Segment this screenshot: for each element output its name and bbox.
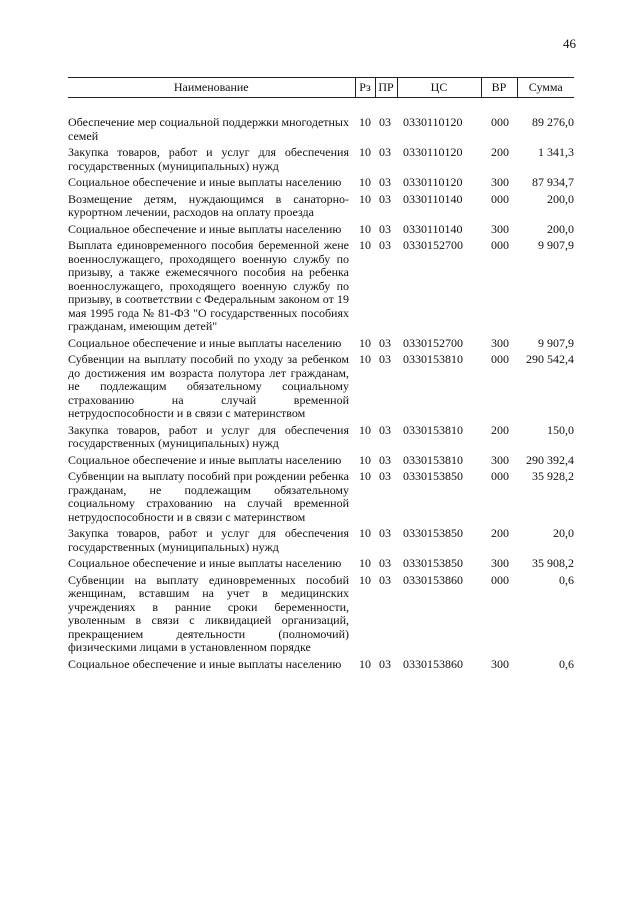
cell-pr: 03 [379, 221, 391, 236]
cell-cs: 0330153810 [403, 452, 463, 467]
cell-sum: 290 542,4 [526, 352, 574, 366]
column-header-name: Наименование [68, 78, 355, 98]
table-row [68, 554, 574, 571]
cell-name: Социальное обеспечение и иные выплаты населению [68, 175, 342, 189]
cell-cs: 0330153810 [403, 422, 463, 437]
cell-pr: 03 [379, 422, 391, 437]
cell-rz: 10 [359, 572, 371, 587]
cell-rz: 10 [359, 221, 371, 236]
cell-name: Субвенции на выплату пособий по уходу за ребенком до достижения им возраста полутора лет гражданам, не подлежащим обязательному социальному страхованию на случай временной нетрудоспособности и в связи с материнством [68, 352, 349, 420]
cell-sum: 150,0 [547, 422, 574, 437]
cell-cs: 0330110120 [403, 175, 463, 189]
cell-pr: 03 [379, 145, 391, 159]
cell-pr: 03 [379, 335, 391, 350]
cell-pr: 03 [379, 115, 391, 129]
cell-rz: 10 [359, 238, 371, 252]
cell-vr: 300 [491, 335, 509, 350]
cell-sum: 200,0 [547, 221, 574, 236]
cell-rz: 10 [359, 526, 371, 540]
column-header-vr: ВР [481, 78, 517, 98]
cell-pr: 03 [379, 656, 391, 671]
table-row [68, 524, 574, 554]
cell-cs: 0330152700 [403, 335, 463, 350]
cell-name: Социальное обеспечение и иные выплаты населению [68, 335, 342, 350]
cell-cs: 0330153850 [403, 526, 463, 540]
cell-pr: 03 [379, 572, 391, 587]
cell-rz: 10 [359, 556, 371, 570]
cell-cs: 0330152700 [403, 238, 463, 252]
cell-sum: 89 276,0 [532, 115, 574, 129]
table-row [68, 421, 574, 451]
cell-rz: 10 [359, 469, 371, 483]
table-row [68, 451, 574, 468]
cell-rz: 10 [359, 115, 371, 129]
cell-pr: 03 [379, 175, 391, 189]
cell-sum: 0,6 [559, 656, 574, 671]
cell-vr: 000 [491, 352, 509, 366]
cell-name: Социальное обеспечение и иные выплаты населению [68, 221, 342, 236]
cell-name: Закупка товаров, работ и услуг для обеспечения государственных (муниципальных) нужд [68, 526, 349, 554]
cell-cs: 0330153850 [403, 469, 463, 483]
cell-vr: 000 [491, 238, 509, 252]
table-header-row [68, 78, 574, 98]
cell-sum: 0,6 [559, 572, 574, 587]
cell-name: Социальное обеспечение и иные выплаты населению [68, 656, 342, 671]
table-row [68, 350, 574, 421]
cell-pr: 03 [379, 191, 391, 206]
table-row [68, 220, 574, 237]
cell-cs: 0330153850 [403, 556, 463, 570]
table-row [68, 190, 574, 220]
cell-name: Обеспечение мер социальной поддержки многодетных семей [68, 115, 349, 143]
cell-cs: 0330153860 [403, 572, 463, 587]
cell-vr: 000 [491, 191, 509, 206]
cell-pr: 03 [379, 452, 391, 467]
cell-vr: 200 [491, 422, 509, 437]
cell-sum: 1 341,3 [538, 145, 574, 159]
cell-vr: 300 [491, 656, 509, 671]
cell-cs: 0330110120 [403, 115, 463, 129]
cell-name: Выплата единовременного пособия беременной жене военнослужащего, проходящего военную службу по призыву, а также ежемесячного пособия на ребенка военнослужащего, проходящего военную службу по призыву, в соответствии с Федеральным законом от 19 мая 1995 года № 81-ФЗ "О государственных пособиях гражданам, имеющим детей" [68, 238, 349, 333]
cell-sum: 35 928,2 [532, 469, 574, 483]
cell-pr: 03 [379, 352, 391, 366]
column-header-pr: ПР [375, 78, 397, 98]
cell-pr: 03 [379, 238, 391, 252]
cell-name: Закупка товаров, работ и услуг для обеспечения государственных (муниципальных) нужд [68, 422, 349, 450]
cell-vr: 000 [491, 469, 509, 483]
cell-name: Закупка товаров, работ и услуг для обеспечения государственных (муниципальных) нужд [68, 145, 349, 173]
cell-vr: 200 [491, 526, 509, 540]
table-row [68, 173, 574, 190]
cell-name: Социальное обеспечение и иные выплаты населению [68, 452, 342, 467]
cell-vr: 300 [491, 556, 509, 570]
budget-table [68, 77, 574, 671]
cell-rz: 10 [359, 145, 371, 159]
cell-name: Социальное обеспечение и иные выплаты населению [68, 556, 342, 570]
cell-vr: 300 [491, 221, 509, 236]
cell-rz: 10 [359, 452, 371, 467]
table-row [68, 467, 574, 524]
cell-sum: 9 907,9 [538, 335, 574, 350]
cell-rz: 10 [359, 656, 371, 671]
cell-vr: 300 [491, 175, 509, 189]
cell-vr: 300 [491, 452, 509, 467]
page-number: 46 [563, 36, 576, 51]
table-body [68, 98, 574, 672]
cell-vr: 000 [491, 115, 509, 129]
cell-rz: 10 [359, 175, 371, 189]
cell-vr: 000 [491, 572, 509, 587]
cell-vr: 200 [491, 145, 509, 159]
table-row [68, 98, 574, 144]
cell-pr: 03 [379, 526, 391, 540]
cell-sum: 290 392,4 [526, 452, 574, 467]
cell-cs: 0330110120 [403, 145, 463, 159]
column-header-sum: Сумма [517, 78, 574, 98]
table-row [68, 334, 574, 351]
table-row [68, 143, 574, 173]
column-header-rz: Рз [355, 78, 375, 98]
cell-rz: 10 [359, 352, 371, 366]
table-row [68, 655, 574, 672]
cell-cs: 0330110140 [403, 191, 463, 206]
cell-sum: 9 907,9 [538, 238, 574, 252]
cell-rz: 10 [359, 191, 371, 206]
cell-cs: 0330153810 [403, 352, 463, 366]
cell-cs: 0330110140 [403, 221, 463, 236]
cell-sum: 20,0 [553, 526, 574, 540]
cell-rz: 10 [359, 335, 371, 350]
cell-pr: 03 [379, 556, 391, 570]
table-row [68, 236, 574, 334]
cell-name: Возмещение детям, нуждающимся в санаторно-курортном лечении, расходов на оплату проезда [68, 191, 349, 219]
cell-cs: 0330153860 [403, 656, 463, 671]
column-header-cs: ЦС [397, 78, 481, 98]
cell-name: Субвенции на выплату пособий при рождении ребенка гражданам, не подлежащим обязательному социальному страхованию на случай временной нетрудоспособности и в связи с материнством [68, 469, 349, 524]
cell-name: Субвенции на выплату единовременных пособий женщинам, вставшим на учет в медицинских учреждениях в ранние сроки беременности, уволенным в связи с ликвидацией организаций, прекращением деятельности (полномочий) физическими лицами в установленном порядке [68, 572, 349, 654]
cell-pr: 03 [379, 469, 391, 483]
cell-sum: 200,0 [547, 191, 574, 206]
cell-sum: 35 908,2 [532, 556, 574, 570]
table-row [68, 571, 574, 655]
cell-sum: 87 934,7 [532, 175, 574, 189]
cell-rz: 10 [359, 422, 371, 437]
